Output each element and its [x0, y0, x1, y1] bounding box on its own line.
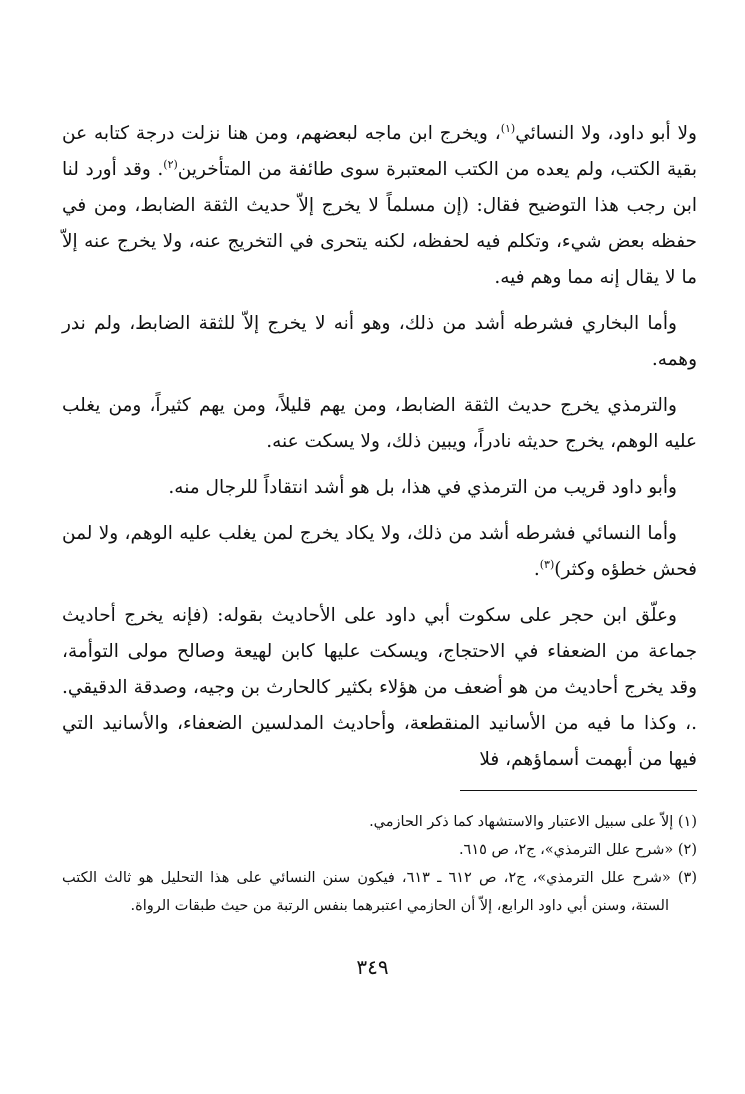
page-number: ٣٤٩ [356, 955, 389, 979]
paragraph-1-text-b: ، ويخرج ابن ماجه لبعضهم، ومن هنا نزلت درجة كتابه عن بقية الكتب، ولم يعده من الكتب المعتبرة سوى طائفة من المتأخرين [62, 123, 697, 180]
paragraph-2 [62, 306, 697, 378]
paragraph-5 [62, 516, 697, 588]
footnote-2: (٢) «شرح علل الترمذي»، ج٢، ص ٦١٥. [458, 842, 697, 858]
footnote-ref-1: (١) [500, 121, 516, 135]
paragraph-1-text-c: . وقد أورد لنا ابن رجب هذا التوضيح فقال: (إن مسلماً لا يخرج إلاّ حديث الثقة الضابط، ومن في حفظه بعض شيء، وتكلم فيه لحفظه، لكنه يتحرى في التخريج عنه، ولا يخرج عنه إلاّ ما لا يقال إنه مما وهم فيه. [62, 159, 697, 288]
paragraph-4 [62, 470, 697, 506]
paragraph-6 [62, 598, 697, 778]
paragraph-3 [62, 388, 697, 460]
footnotes [62, 808, 697, 920]
main-text [62, 116, 697, 788]
paragraph-1 [62, 116, 697, 296]
footnote-ref-2: (٢) [163, 157, 178, 171]
paragraph-5-text-a: وأما النسائي فشرطه أشد من ذلك، ولا يكاد يخرج لمن يغلب عليه الوهم، ولا لمن فحش خطؤه وكثر) [62, 523, 697, 580]
footnote-ref-3: (٣) [539, 557, 555, 571]
footnote-3: (٣) «شرح علل الترمذي»، ج٢، ص ٦١٢ ـ ٦١٣، فيكون سنن النسائي على هذا التحليل هو ثالث الكتب الستة، وسنن أبي داود الرابع، إلاّ أن الحازمي اعتبرهما بنفس الرتبة من حيث طبقات الرواة. [62, 870, 698, 914]
paragraph-1-text-a: ولا أبو داود، ولا النسائي [515, 123, 697, 144]
footnote-divider [460, 790, 697, 791]
paragraph-3-text: والترمذي يخرج حديث الثقة الضابط، ومن يهم قليلاً، ومن يهم كثيراً، ومن يغلب عليه الوهم، يخرج حديثه نادراً، ويبين ذلك، ولا يسكت عنه. [62, 395, 697, 452]
paragraph-4-text: وأبو داود قريب من الترمذي في هذا، بل هو أشد انتقاداً للرجال منه. [168, 477, 677, 498]
paragraph-2-text: وأما البخاري فشرطه أشد من ذلك، وهو أنه لا يخرج إلاّ للثقة الضابط، ولم ندر وهمه. [62, 313, 697, 370]
footnote-1: (١) إلاّ على سبيل الاعتبار والاستشهاد كما ذكر الحازمي. [369, 814, 697, 830]
paragraph-5-text-b: . [533, 559, 540, 580]
paragraph-6-text: وعلّق ابن حجر على سكوت أبي داود على الأحاديث بقوله: (فإنه يخرج أحاديث جماعة من الضعفاء في الاحتجاج، ويسكت عليها كابن لهيعة وصالح مولى التوأمة، وقد يخرج أحاديث من هو أضعف من هؤلاء بكثير كالحارث بن وجيه، وصدقة الدقيقي. .، وكذا ما فيه من الأسانيد المنقطعة، وأحاديث المدلسين الضعفاء، والأسانيد التي فيها من أبهمت أسماؤهم، فلا [62, 605, 697, 770]
